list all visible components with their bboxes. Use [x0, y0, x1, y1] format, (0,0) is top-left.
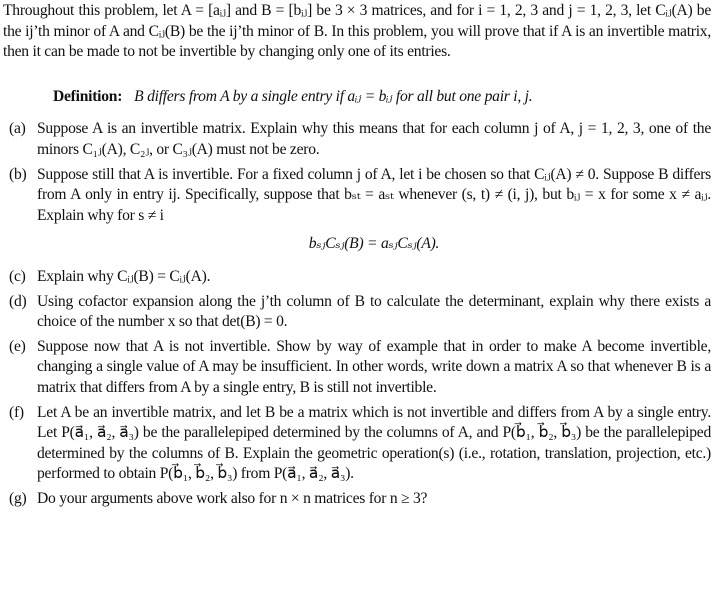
- part-d: [3, 292, 711, 333]
- definition-text: B differs from A by a single entry if aᵢⱼ = bᵢⱼ for all but one pair i, j.: [134, 87, 533, 105]
- part-text: Suppose A is an invertible matrix. Explain why this means that for each column j of A, j = 1, 2, 3, one of the minors C₁ⱼ(A), C₂ⱼ, or C₃ⱼ(A) must not be zero.: [37, 120, 711, 158]
- part-label: (a): [9, 120, 26, 138]
- part-b: [3, 165, 711, 263]
- part-e: [3, 337, 711, 399]
- definition-block: [53, 87, 711, 108]
- part-f: [3, 403, 711, 485]
- display-equation: bₛⱼCₛⱼ(B) = aₛⱼCₛⱼ(A).: [308, 235, 440, 253]
- part-g: [3, 489, 711, 510]
- part-c: [3, 267, 711, 288]
- part-a: [3, 119, 711, 160]
- part-label: (f): [9, 403, 24, 421]
- part-text: Let A be an invertible matrix, and let B be a matrix which is not invertible and differs from A by a single entry. Let P(a⃗₁, a⃗₂, a⃗₃) be the parallelepiped determined by the columns of A, and P(b⃗₁, b⃗₂, b⃗₃) be the parallelepiped determined by the columns of B. Explain the geometric operation(s) (i.e., rotation, translation, projection, etc.) performed to obtain P(b⃗₁, b⃗₂, b⃗₃) from P(a⃗₁, a⃗₂, a⃗₃).: [37, 403, 711, 483]
- intro-paragraph: Throughout this problem, let A = [aᵢⱼ] and B = [bᵢⱼ] be 3 × 3 matrices, and for i = 1, 2, 3 and j = 1, 2, 3, let Cᵢⱼ(A) be the ij’th minor of A and Cᵢⱼ(B) be the ij’th minor of B. In this problem, you will prove that if A is an invertible matrix, then it can be made to not be invertible by changing only one of its entries.: [3, 2, 711, 61]
- part-text: Do your arguments above work also for n × n matrices for n ≥ 3?: [37, 489, 428, 507]
- part-label: (e): [9, 337, 26, 355]
- part-text: Explain why Cᵢⱼ(B) = Cᵢⱼ(A).: [37, 267, 211, 285]
- part-text: Using cofactor expansion along the j’th column of B to calculate the determinant, explain why there exists a choice of the number x so that det(B) = 0.: [37, 292, 711, 331]
- part-label: (b): [9, 165, 27, 183]
- part-text: Suppose now that A is not invertible. Show by way of example that in order to make A become invertible, changing a single value of A may be insufficient. In other words, write down a matrix A so that whenever B is a matrix that differs from A by a single entry, B is still not invertible.: [37, 337, 711, 396]
- definition-label: Definition:: [53, 87, 123, 105]
- part-text: Suppose still that A is invertible. For a fixed column j of A, let i be chosen so that Cᵢⱼ(A) ≠ 0. Suppose B differs from A only in entry ij. Specifically, suppose that bₛₜ = aₛₜ whenever (s, t) ≠ (i, j), but bᵢⱼ = x for some x ≠ aᵢⱼ. Explain why for s ≠ i: [37, 165, 711, 224]
- problem-document: [3, 1, 711, 509]
- part-label: (d): [9, 292, 27, 310]
- part-label: (g): [9, 489, 27, 507]
- part-label: (c): [9, 267, 26, 285]
